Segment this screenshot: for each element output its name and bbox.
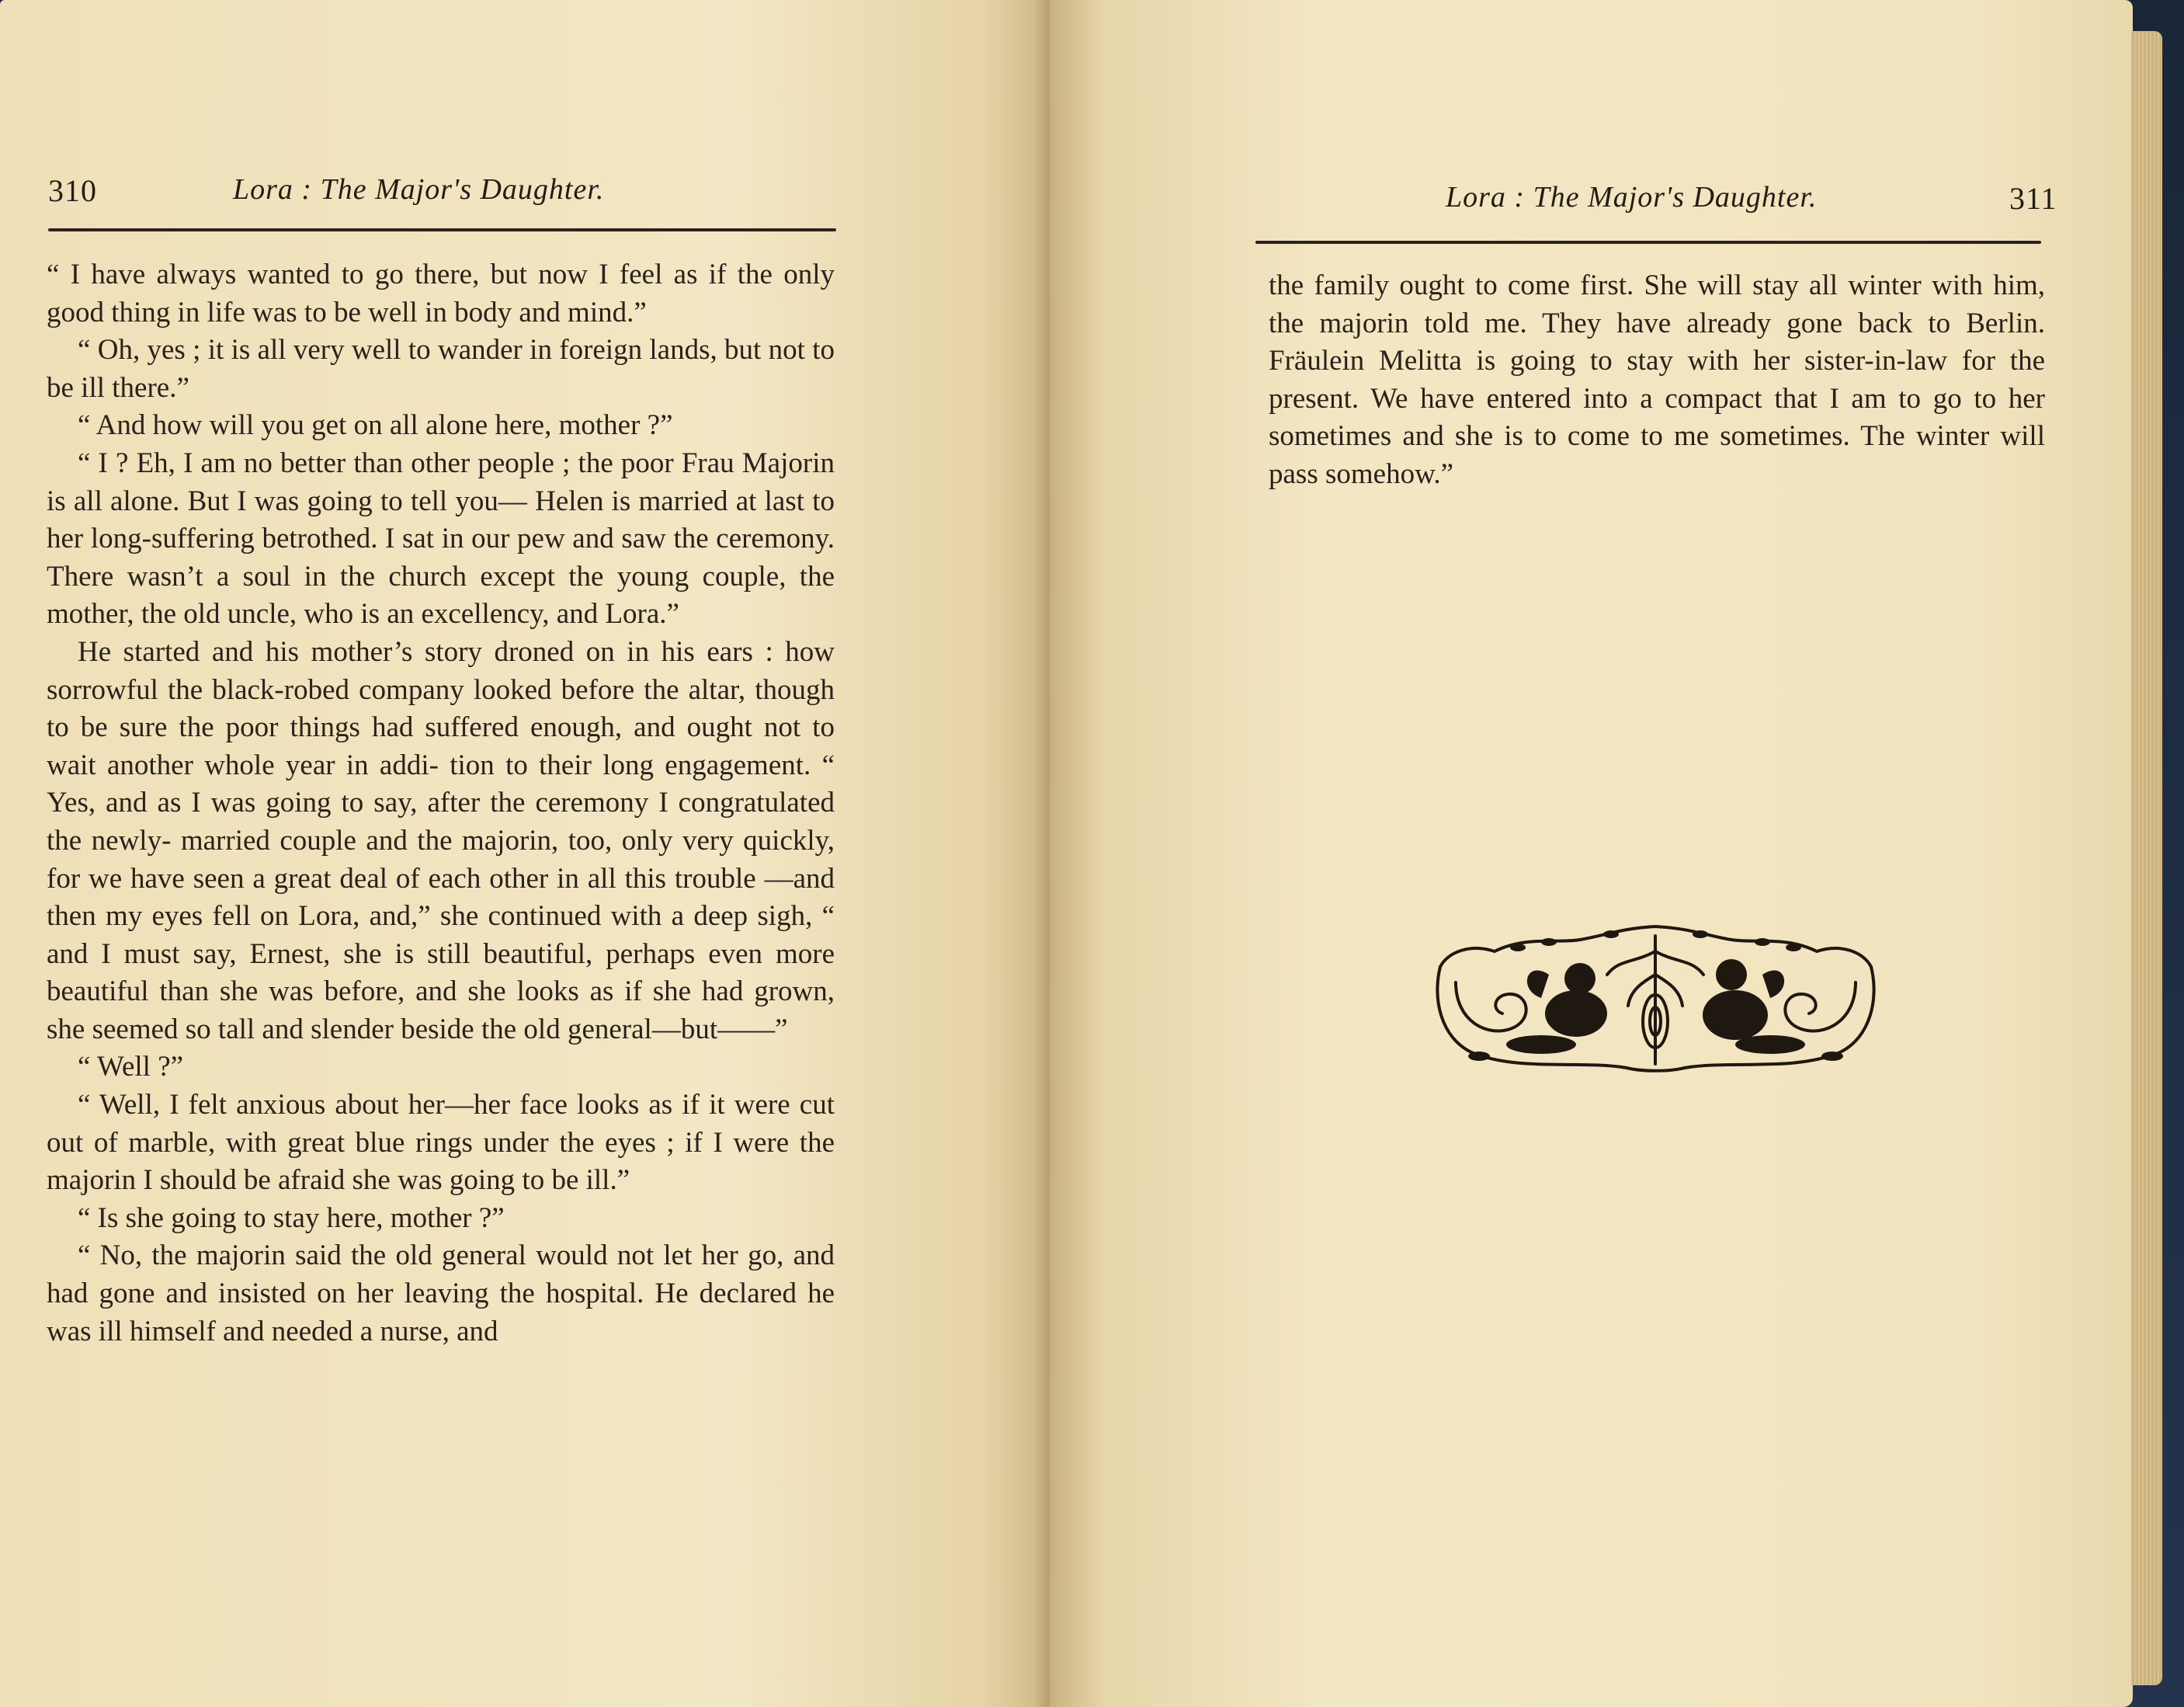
left-page-number: 310 [48, 173, 97, 208]
left-header-rule [48, 228, 836, 231]
right-page-number: 311 [2009, 181, 2057, 216]
paragraph: “ I have always wanted to go there, but now I feel as if the only good thing in life was to be well in body and mind.” [47, 259, 835, 329]
paragraph: “ No, the majorin said the old general would not let her go, and had gone and insisted on her leaving the hospital. He declared he was ill himself and needed a nurse, and [47, 1239, 835, 1347]
right-page-header [1446, 180, 2106, 227]
paragraph: “ Well ?” [78, 1051, 184, 1083]
paragraph: “ Well, I felt anxious about her—her face looks as if it were cut out of marble, with great blue rings under the eyes ; if I were the majorin I should be afraid she was going to be ill.” [47, 1089, 835, 1197]
paragraph: “ And how will you get on all alone here, mother ?” [78, 409, 673, 442]
right-header-rule [1255, 241, 2041, 244]
left-page [0, 0, 1056, 1707]
paragraph: He started and his mother’s story droned on in his ears : how sorrowful the black-robed company looked before the altar, though to be sure the poor things had suffered enough, and ought not to wait another whole year in addi- tion to their long engagement. “ Yes, and as I was going to say, after the ceremony I congratulated the newly- married couple and the majorin, too, only very quickly, for we have seen a great deal of each other in all this trouble —and then my eyes fell on Lora, and,” she continued with a deep sigh, “ and I must say, Ernest, she is still beautiful, perhaps even more beautiful than she was before, and she looks as if she had grown, she seemed so tall and slender beside the old general—but——” [47, 635, 835, 1045]
right-page [1050, 0, 2133, 1707]
left-page-header [48, 172, 840, 219]
right-page-text [1269, 267, 2045, 494]
paragraph: “ Oh, yes ; it is all very well to wander in foreign lands, but not to be ill there.” [47, 334, 835, 404]
page-edges [2131, 31, 2162, 1685]
paragraph: “ Is she going to stay here, mother ?” [78, 1201, 505, 1234]
cherub-tailpiece-icon [1425, 920, 1887, 1083]
right-running-title: Lora : The Major's Daughter. [1446, 181, 1818, 214]
paragraph: the family ought to come first. She will stay all winter with him, the majorin told me. They have already gone back to Berlin. Fräulein Melitta is going to stay with her sister-in-law for the present. We have entered into a compact that I am to go to her sometimes and she is to come to me sometimes. The winter will pass somehow.” [1269, 269, 2045, 490]
left-page-text [47, 256, 835, 1351]
left-running-title: Lora : The Major's Daughter. [233, 173, 605, 206]
paragraph: “ I ? Eh, I am no better than other people ; the poor Frau Majorin is all alone. But I was going to tell you— Helen is married at last to her long-suffering betrothed. I sat in our pew and saw the ceremony. There wasn’t a soul in the church except the young couple, the mother, the old uncle, who is an excellency, and Lora.” [47, 447, 835, 631]
